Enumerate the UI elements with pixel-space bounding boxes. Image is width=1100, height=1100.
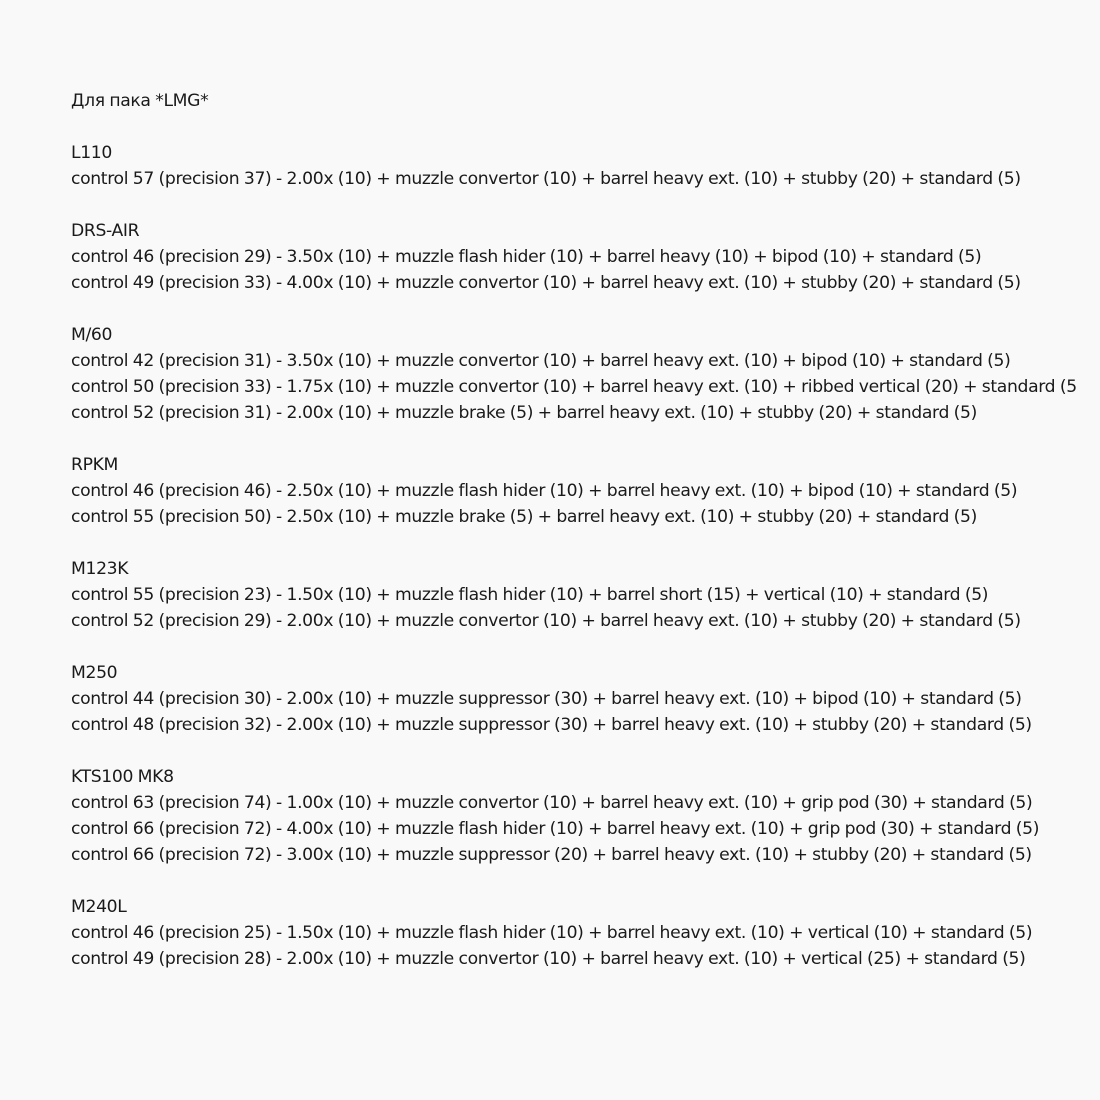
weapon-builds-list xyxy=(71,140,1100,972)
build-line: control 44 (precision 30) - 2.00x (10) + muzzle suppressor (30) + barrel heavy ext. (10) + bipod (10) + standard (5) xyxy=(71,689,1022,709)
weapon-section xyxy=(71,764,1100,868)
build-line: control 52 (precision 31) - 2.00x (10) + muzzle brake (5) + barrel heavy ext. (10) + stubby (20) + standard (5) xyxy=(71,403,977,423)
build-line: control 49 (precision 33) - 4.00x (10) + muzzle convertor (10) + barrel heavy ext. (10) + stubby (20) + standard (5) xyxy=(71,273,1021,293)
weapon-section xyxy=(71,322,1100,426)
weapon-name: M/60 xyxy=(71,325,113,345)
weapon-name: KTS100 MK8 xyxy=(71,767,174,787)
weapon-section xyxy=(71,218,1100,296)
weapon-name: DRS-AIR xyxy=(71,221,140,241)
build-line: control 55 (precision 50) - 2.50x (10) + muzzle brake (5) + barrel heavy ext. (10) + stubby (20) + standard (5) xyxy=(71,507,977,527)
build-line: control 49 (precision 28) - 2.00x (10) + muzzle convertor (10) + barrel heavy ext. (10) + vertical (25) + standard (5) xyxy=(71,949,1026,969)
weapon-section xyxy=(71,140,1100,192)
build-line: control 63 (precision 74) - 1.00x (10) + muzzle convertor (10) + barrel heavy ext. (10) + grip pod (30) + standard (5) xyxy=(71,793,1033,813)
weapon-name: M123K xyxy=(71,559,129,579)
document-title: Для пака *LMG* xyxy=(71,91,209,111)
build-line: control 66 (precision 72) - 3.00x (10) + muzzle suppressor (20) + barrel heavy ext. (10) + stubby (20) + standard (5) xyxy=(71,845,1032,865)
build-line: control 66 (precision 72) - 4.00x (10) + muzzle flash hider (10) + barrel heavy ext. (10) + grip pod (30) + standard (5) xyxy=(71,819,1040,839)
build-line: control 46 (precision 25) - 1.50x (10) + muzzle flash hider (10) + barrel heavy ext. (10) + vertical (10) + standard (5) xyxy=(71,923,1033,943)
build-line: control 50 (precision 33) - 1.75x (10) + muzzle convertor (10) + barrel heavy ext. (10) + ribbed vertical (20) + standard (5 xyxy=(71,377,1077,397)
build-line: control 48 (precision 32) - 2.00x (10) + muzzle suppressor (30) + barrel heavy ext. (10) + stubby (20) + standard (5) xyxy=(71,715,1032,735)
build-line: control 52 (precision 29) - 2.00x (10) + muzzle convertor (10) + barrel heavy ext. (10) + stubby (20) + standard (5) xyxy=(71,611,1021,631)
weapon-name: RPKM xyxy=(71,455,119,475)
build-line: control 46 (precision 46) - 2.50x (10) + muzzle flash hider (10) + barrel heavy ext. (10) + bipod (10) + standard (5) xyxy=(71,481,1018,501)
weapon-name: M240L xyxy=(71,897,127,917)
weapon-section xyxy=(71,660,1100,738)
weapon-name: M250 xyxy=(71,663,118,683)
weapon-section xyxy=(71,452,1100,530)
weapon-section xyxy=(71,894,1100,972)
spacer xyxy=(71,114,1100,140)
build-line: control 46 (precision 29) - 3.50x (10) + muzzle flash hider (10) + barrel heavy (10) + bipod (10) + standard (5) xyxy=(71,247,982,267)
build-line: control 42 (precision 31) - 3.50x (10) + muzzle convertor (10) + barrel heavy ext. (10) + bipod (10) + standard (5) xyxy=(71,351,1011,371)
weapon-section xyxy=(71,556,1100,634)
build-line: control 55 (precision 23) - 1.50x (10) + muzzle flash hider (10) + barrel short (15) + vertical (10) + standard (5) xyxy=(71,585,989,605)
weapon-name: L110 xyxy=(71,143,112,163)
build-line: control 57 (precision 37) - 2.00x (10) + muzzle convertor (10) + barrel heavy ext. (10) + stubby (20) + standard (5) xyxy=(71,169,1021,189)
